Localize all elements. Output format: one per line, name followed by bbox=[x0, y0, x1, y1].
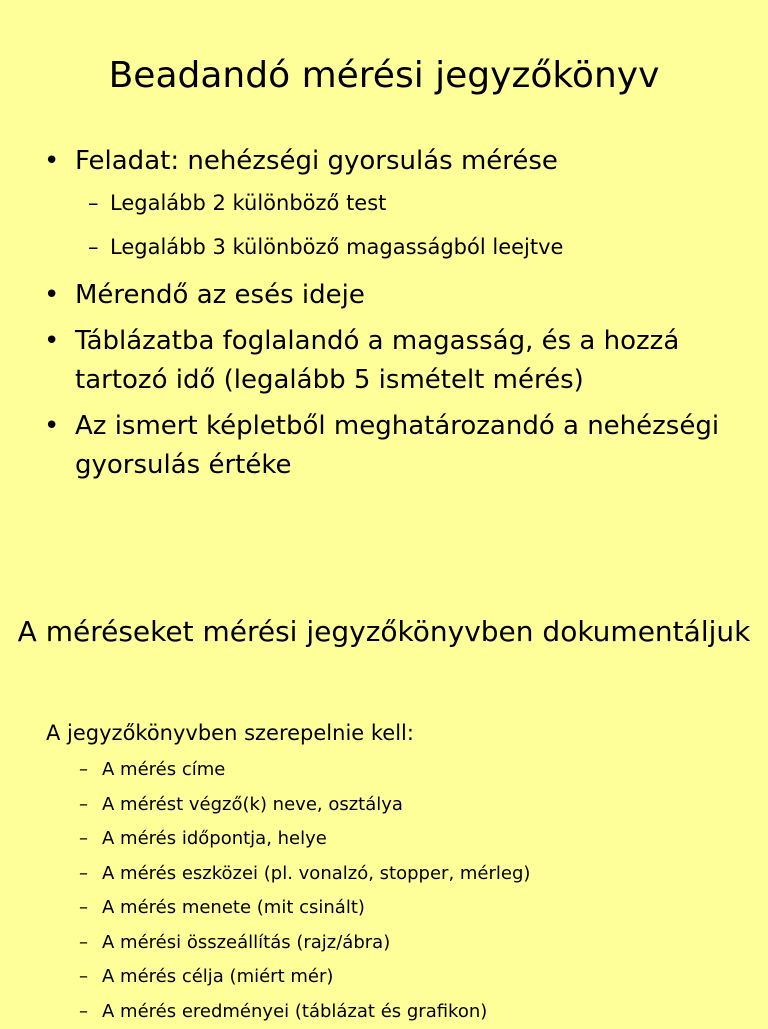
bullet-text: Táblázatba foglalandó a magasság, és a hozzá tartozó idő (legalább 5 ismételt mérés) bbox=[75, 326, 679, 395]
spacer bbox=[0, 400, 768, 407]
slide-title: Beadandó mérési jegyzőkönyv bbox=[0, 54, 768, 98]
intro-text: A jegyzőkönyvben szerepelnie kell: bbox=[46, 715, 414, 751]
dash-icon: – bbox=[79, 960, 88, 995]
sub-item-text: Legalább 2 különböző test bbox=[110, 191, 386, 215]
bullet-icon: • bbox=[44, 322, 59, 361]
bullet-item bbox=[0, 322, 768, 400]
requirements-list bbox=[0, 753, 768, 1029]
requirement-item bbox=[0, 960, 768, 995]
dash-icon: – bbox=[88, 181, 99, 225]
requirement-text: A mérés eszközei (pl. vonalzó, stopper, mérleg) bbox=[102, 863, 530, 884]
bullet-list bbox=[0, 142, 768, 485]
dash-icon: – bbox=[79, 926, 88, 961]
requirement-item bbox=[0, 788, 768, 823]
sub-item bbox=[0, 181, 768, 225]
requirement-text: A mérés eredményei (táblázat és grafikon) bbox=[102, 1001, 487, 1022]
section-title: A méréseket mérési jegyzőkönyvben dokumentáljuk bbox=[0, 610, 768, 654]
requirement-text: A mérési összeállítás (rajz/ábra) bbox=[102, 932, 390, 953]
spacer bbox=[0, 269, 768, 276]
dash-icon: – bbox=[88, 225, 99, 269]
dash-icon: – bbox=[79, 857, 88, 892]
requirement-item bbox=[0, 822, 768, 857]
dash-icon: – bbox=[79, 822, 88, 857]
bullet-icon: • bbox=[44, 276, 59, 315]
bullet-text: Az ismert képletből meghatározandó a nehézségi gyorsulás értéke bbox=[75, 411, 719, 480]
requirement-text: A mérést végző(k) neve, osztálya bbox=[102, 794, 403, 815]
requirement-item bbox=[0, 891, 768, 926]
bullet-item bbox=[0, 276, 768, 315]
dash-icon: – bbox=[79, 753, 88, 788]
sub-list-container bbox=[0, 181, 768, 269]
sub-list bbox=[0, 181, 768, 269]
bullet-item bbox=[0, 142, 768, 181]
spacer bbox=[0, 315, 768, 322]
sub-item-text: Legalább 3 különböző magasságból leejtve bbox=[110, 235, 563, 259]
dash-icon: – bbox=[79, 788, 88, 823]
requirement-item bbox=[0, 753, 768, 788]
bullet-text: Feladat: nehézségi gyorsulás mérése bbox=[75, 146, 558, 176]
requirement-item bbox=[0, 857, 768, 892]
requirement-text: A mérés címe bbox=[102, 759, 225, 780]
bullet-text: Mérendő az esés ideje bbox=[75, 280, 365, 310]
dash-icon: – bbox=[79, 891, 88, 926]
requirement-text: A mérés időpontja, helye bbox=[102, 828, 327, 849]
dash-icon: – bbox=[79, 995, 88, 1029]
bullet-icon: • bbox=[44, 407, 59, 446]
requirement-text: A mérés menete (mit csinált) bbox=[102, 897, 365, 918]
sub-item bbox=[0, 225, 768, 269]
requirement-item bbox=[0, 926, 768, 961]
bullet-item bbox=[0, 407, 768, 485]
bullet-icon: • bbox=[44, 142, 59, 181]
requirement-text: A mérés célja (miért mér) bbox=[102, 966, 333, 987]
